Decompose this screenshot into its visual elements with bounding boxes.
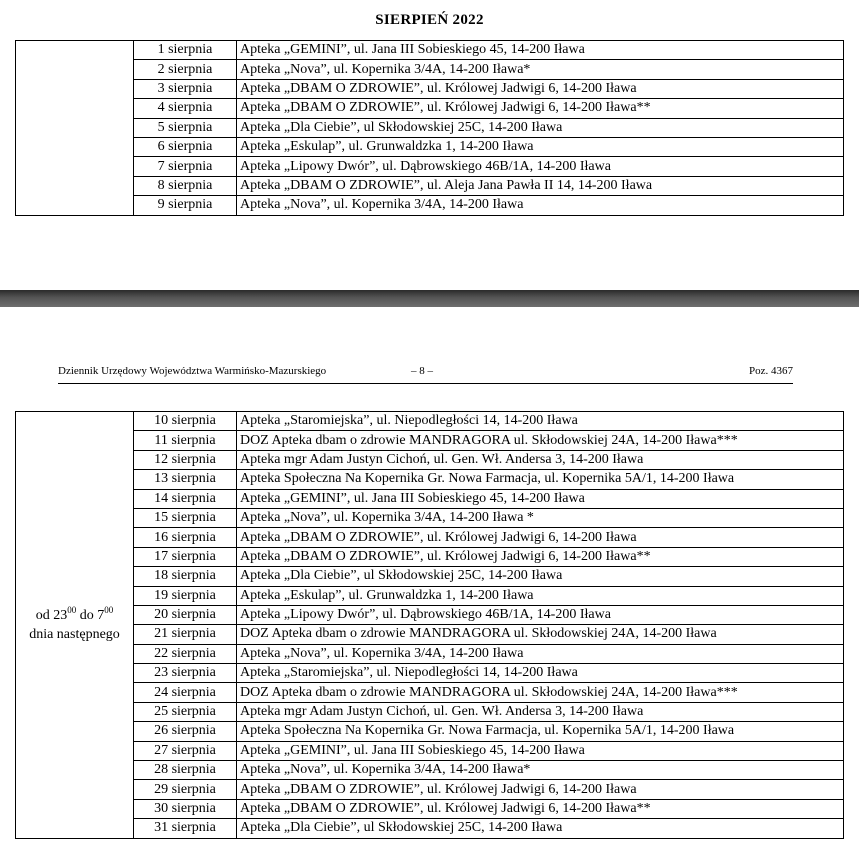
date-cell: 6 sierpnia xyxy=(134,137,237,156)
pharmacy-cell: Apteka mgr Adam Justyn Cichoń, ul. Gen. Wł. Andersa 3, 14-200 Iława xyxy=(237,450,844,469)
pharmacy-cell: Apteka „GEMINI”, ul. Jana III Sobieskiego 45, 14-200 Iława xyxy=(237,41,844,60)
date-cell: 8 sierpnia xyxy=(134,176,237,195)
date-cell: 30 sierpnia xyxy=(134,799,237,818)
date-cell: 3 sierpnia xyxy=(134,79,237,98)
pharmacy-cell: Apteka „Nova”, ul. Kopernika 3/4A, 14-200 Iława * xyxy=(237,508,844,527)
table-row xyxy=(16,567,844,586)
date-cell: 27 sierpnia xyxy=(134,741,237,760)
date-cell: 15 sierpnia xyxy=(134,508,237,527)
table-row xyxy=(16,99,844,118)
pharmacy-cell: Apteka „Staromiejska”, ul. Niepodległości 14, 14-200 Iława xyxy=(237,664,844,683)
pharmacy-cell: Apteka Społeczna Na Kopernika Gr. Nowa Farmacja, ul. Kopernika 5A/1, 14-200 Iława xyxy=(237,722,844,741)
date-cell: 20 sierpnia xyxy=(134,605,237,624)
date-cell: 14 sierpnia xyxy=(134,489,237,508)
hours-to: do 7 xyxy=(76,607,105,623)
pharmacy-cell: Apteka „DBAM O ZDROWIE”, ul. Aleja Jana Pawła II 14, 14-200 Iława xyxy=(237,176,844,195)
table-row xyxy=(16,118,844,137)
schedule-table-top xyxy=(15,40,844,216)
date-cell: 23 sierpnia xyxy=(134,664,237,683)
date-cell: 12 sierpnia xyxy=(134,450,237,469)
pharmacy-cell: Apteka „Nova”, ul. Kopernika 3/4A, 14-200 Iława* xyxy=(237,761,844,780)
table-row xyxy=(16,489,844,508)
header-rule xyxy=(58,383,793,384)
date-cell: 7 sierpnia xyxy=(134,157,237,176)
pharmacy-cell: Apteka „Staromiejska”, ul. Niepodległości 14, 14-200 Iława xyxy=(237,412,844,431)
pharmacy-cell: Apteka „DBAM O ZDROWIE”, ul. Królowej Jadwigi 6, 14-200 Iława** xyxy=(237,547,844,566)
hours-cell xyxy=(16,412,134,839)
pharmacy-cell: Apteka „Nova”, ul. Kopernika 3/4A, 14-200 Iława* xyxy=(237,60,844,79)
hours-suffix: dnia następnego xyxy=(29,626,120,642)
table-row xyxy=(16,761,844,780)
date-cell: 9 sierpnia xyxy=(134,196,237,215)
table-row xyxy=(16,412,844,431)
date-cell: 5 sierpnia xyxy=(134,118,237,137)
table-row xyxy=(16,644,844,663)
date-cell: 19 sierpnia xyxy=(134,586,237,605)
table-row xyxy=(16,528,844,547)
pharmacy-cell: Apteka „Lipowy Dwór”, ul. Dąbrowskiego 46B/1A, 14-200 Iława xyxy=(237,605,844,624)
pharmacy-cell: Apteka „DBAM O ZDROWIE”, ul. Królowej Jadwigi 6, 14-200 Iława** xyxy=(237,99,844,118)
date-cell: 4 sierpnia xyxy=(134,99,237,118)
date-cell: 24 sierpnia xyxy=(134,683,237,702)
table-row xyxy=(16,819,844,838)
empty-hours-cell xyxy=(16,41,134,216)
table-row xyxy=(16,470,844,489)
pharmacy-cell: Apteka „DBAM O ZDROWIE”, ul. Królowej Jadwigi 6, 14-200 Iława xyxy=(237,528,844,547)
table-row xyxy=(16,450,844,469)
pharmacy-cell: Apteka „GEMINI”, ul. Jana III Sobieskiego 45, 14-200 Iława xyxy=(237,741,844,760)
schedule-table-top-body xyxy=(16,41,844,216)
date-cell: 1 sierpnia xyxy=(134,41,237,60)
schedule-table-bottom-body xyxy=(16,412,844,839)
pharmacy-cell: Apteka „DBAM O ZDROWIE”, ul. Królowej Jadwigi 6, 14-200 Iława** xyxy=(237,799,844,818)
pharmacy-cell: Apteka „Nova”, ul. Kopernika 3/4A, 14-200 Iława xyxy=(237,644,844,663)
table-row xyxy=(16,683,844,702)
date-cell: 17 sierpnia xyxy=(134,547,237,566)
table-row xyxy=(16,664,844,683)
date-cell: 26 sierpnia xyxy=(134,722,237,741)
table-row xyxy=(16,625,844,644)
pharmacy-cell: Apteka „Dla Ciebie”, ul Skłodowskiej 25C, 14-200 Iława xyxy=(237,819,844,838)
hours-to-sup: 00 xyxy=(104,604,114,615)
schedule-table-bottom xyxy=(15,411,844,839)
date-cell: 31 sierpnia xyxy=(134,819,237,838)
pharmacy-cell: DOZ Apteka dbam o zdrowie MANDRAGORA ul. Skłodowskiej 24A, 14-200 Iława*** xyxy=(237,683,844,702)
pharmacy-cell: Apteka „Eskulap”, ul. Grunwaldzka 1, 14-200 Iława xyxy=(237,137,844,156)
table-row xyxy=(16,60,844,79)
table-row xyxy=(16,431,844,450)
pharmacy-cell: Apteka „Nova”, ul. Kopernika 3/4A, 14-200 Iława xyxy=(237,196,844,215)
table-row xyxy=(16,702,844,721)
date-cell: 21 sierpnia xyxy=(134,625,237,644)
pharmacy-cell: Apteka „Dla Ciebie”, ul Skłodowskiej 25C, 14-200 Iława xyxy=(237,118,844,137)
pharmacy-cell: Apteka „Dla Ciebie”, ul Skłodowskiej 25C, 14-200 Iława xyxy=(237,567,844,586)
date-cell: 16 sierpnia xyxy=(134,528,237,547)
position-number: Poz. 4367 xyxy=(749,365,793,377)
table-row xyxy=(16,722,844,741)
page-number: – 8 – xyxy=(411,365,433,377)
date-cell: 29 sierpnia xyxy=(134,780,237,799)
table-row xyxy=(16,157,844,176)
pharmacy-cell: Apteka „DBAM O ZDROWIE”, ul. Królowej Jadwigi 6, 14-200 Iława xyxy=(237,780,844,799)
pharmacy-cell: Apteka Społeczna Na Kopernika Gr. Nowa Farmacja, ul. Kopernika 5A/1, 14-200 Iława xyxy=(237,470,844,489)
date-cell: 25 sierpnia xyxy=(134,702,237,721)
date-cell: 2 sierpnia xyxy=(134,60,237,79)
table-row xyxy=(16,586,844,605)
pharmacy-cell: Apteka „Lipowy Dwór”, ul. Dąbrowskiego 46B/1A, 14-200 Iława xyxy=(237,157,844,176)
table-row xyxy=(16,41,844,60)
hours-from-sup: 00 xyxy=(67,604,77,615)
date-cell: 28 sierpnia xyxy=(134,761,237,780)
table-row xyxy=(16,547,844,566)
date-cell: 13 sierpnia xyxy=(134,470,237,489)
date-cell: 18 sierpnia xyxy=(134,567,237,586)
table-row xyxy=(16,79,844,98)
pharmacy-cell: DOZ Apteka dbam o zdrowie MANDRAGORA ul. Skłodowskiej 24A, 14-200 Iława xyxy=(237,625,844,644)
pharmacy-cell: Apteka mgr Adam Justyn Cichoń, ul. Gen. Wł. Andersa 3, 14-200 Iława xyxy=(237,702,844,721)
table-row xyxy=(16,799,844,818)
pharmacy-cell: Apteka „DBAM O ZDROWIE”, ul. Królowej Jadwigi 6, 14-200 Iława xyxy=(237,79,844,98)
pharmacy-cell: DOZ Apteka dbam o zdrowie MANDRAGORA ul. Skłodowskiej 24A, 14-200 Iława*** xyxy=(237,431,844,450)
journal-name: Dziennik Urzędowy Województwa Warmińsko-Mazurskiego xyxy=(58,365,327,377)
hours-from: od 23 xyxy=(35,607,68,623)
table-row xyxy=(16,196,844,215)
pharmacy-cell: Apteka „GEMINI”, ul. Jana III Sobieskiego 45, 14-200 Iława xyxy=(237,489,844,508)
month-title: SIERPIEŃ 2022 xyxy=(375,12,484,28)
page-separator xyxy=(0,290,859,307)
table-row xyxy=(16,176,844,195)
table-row xyxy=(16,605,844,624)
table-row xyxy=(16,508,844,527)
table-row xyxy=(16,780,844,799)
date-cell: 11 sierpnia xyxy=(134,431,237,450)
table-row xyxy=(16,741,844,760)
date-cell: 10 sierpnia xyxy=(134,412,237,431)
date-cell: 22 sierpnia xyxy=(134,644,237,663)
pharmacy-cell: Apteka „Eskulap”, ul. Grunwaldzka 1, 14-200 Iława xyxy=(237,586,844,605)
table-row xyxy=(16,137,844,156)
